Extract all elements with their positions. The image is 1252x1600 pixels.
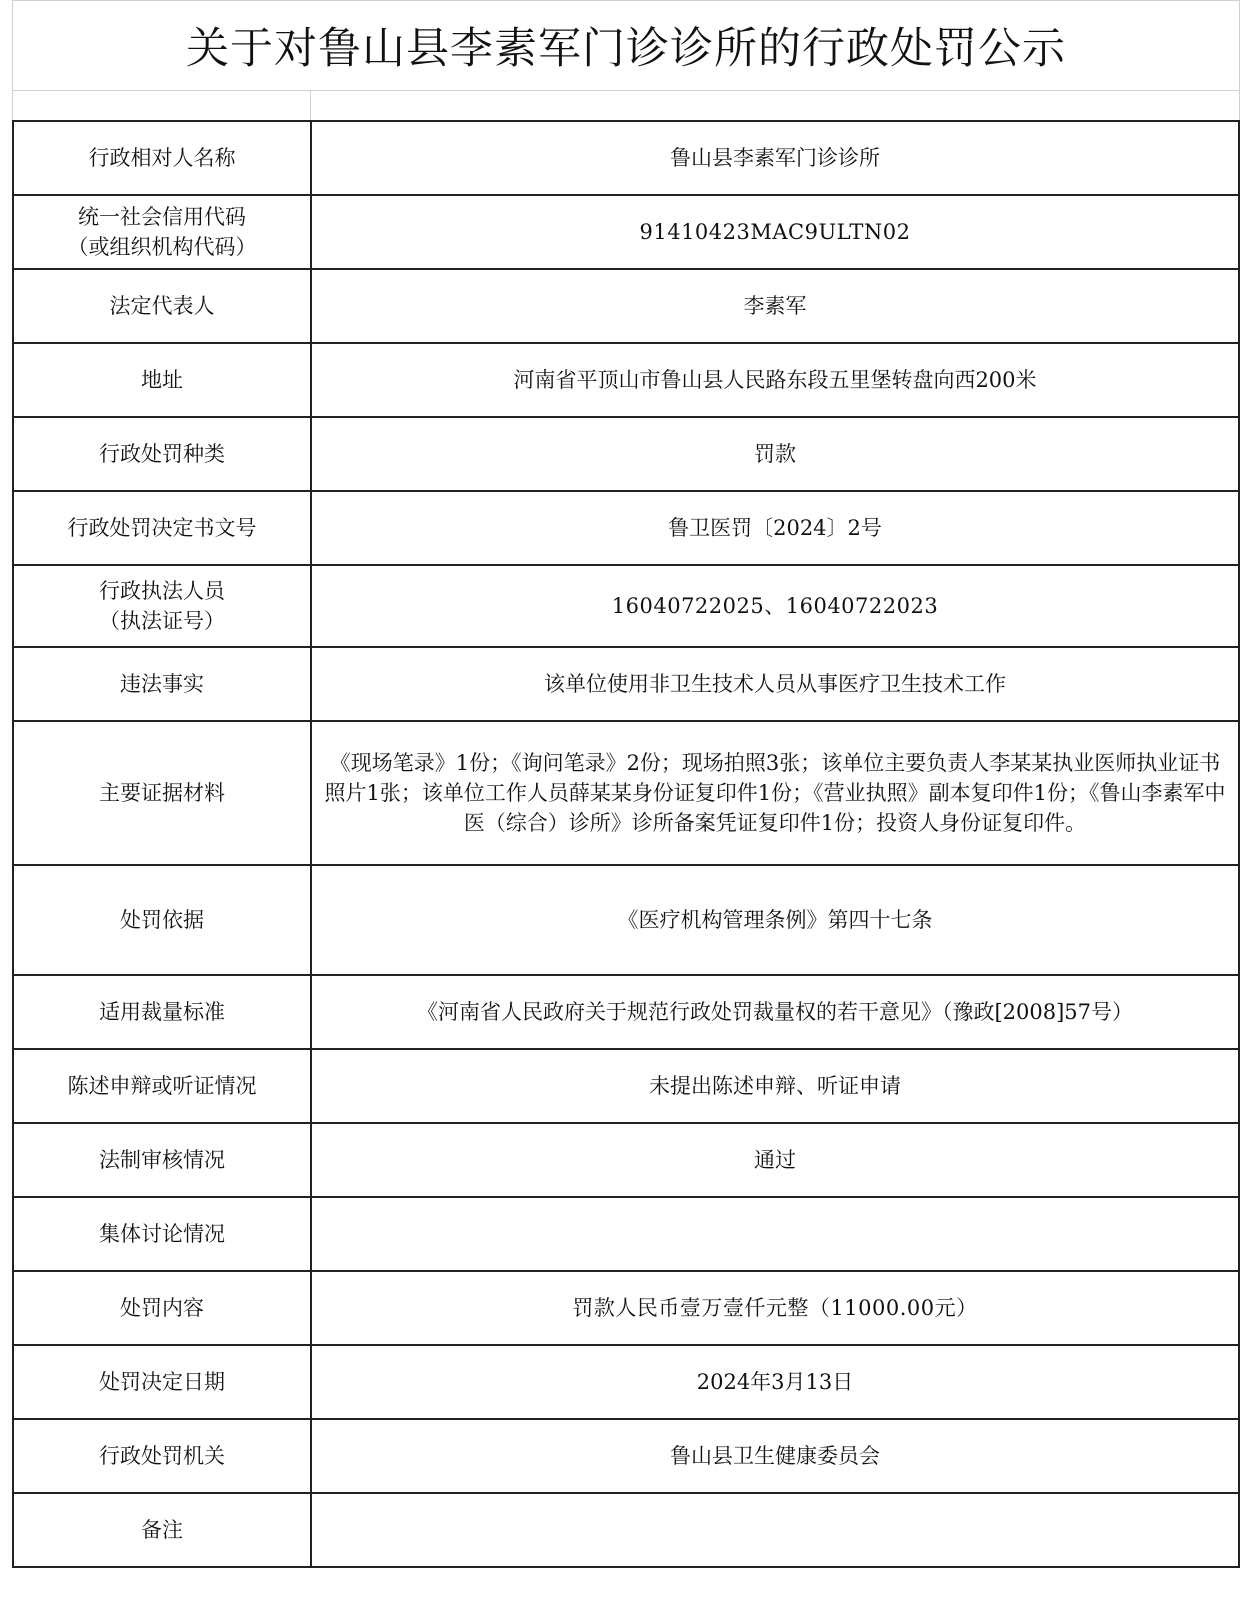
row-label: 地址 [13, 343, 311, 417]
spacer-row [12, 90, 1240, 120]
table-row [13, 647, 1239, 721]
table-row [13, 1271, 1239, 1345]
row-value: 该单位使用非卫生技术人员从事医疗卫生技术工作 [311, 647, 1239, 721]
row-label: 行政处罚种类 [13, 417, 311, 491]
row-value: 通过 [311, 1123, 1239, 1197]
table-row [13, 343, 1239, 417]
row-label: 集体讨论情况 [13, 1197, 311, 1271]
table-row [13, 1345, 1239, 1419]
row-label: 行政处罚决定书文号 [13, 491, 311, 565]
row-value: 鲁山县李素军门诊诊所 [311, 121, 1239, 195]
table-row [13, 1049, 1239, 1123]
row-value: 2024年3月13日 [311, 1345, 1239, 1419]
row-value: 罚款人民币壹万壹仟元整（11000.00元） [311, 1271, 1239, 1345]
row-label: 适用裁量标准 [13, 975, 311, 1049]
table-row [13, 721, 1239, 865]
table-row [13, 565, 1239, 647]
table-row [13, 1197, 1239, 1271]
row-value: 罚款 [311, 417, 1239, 491]
row-label: 法定代表人 [13, 269, 311, 343]
row-value: 河南省平顶山市鲁山县人民路东段五里堡转盘向西200米 [311, 343, 1239, 417]
table-row [13, 195, 1239, 269]
row-label: 统一社会信用代码 （或组织机构代码） [13, 195, 311, 269]
table-row [13, 1493, 1239, 1567]
row-value [311, 1197, 1239, 1271]
table-row [13, 865, 1239, 975]
row-label: 处罚内容 [13, 1271, 311, 1345]
table-row [13, 121, 1239, 195]
row-value: 《现场笔录》1份；《询问笔录》2份；现场拍照3张；该单位主要负责人李某某执业医师执业证书照片1张；该单位工作人员薛某某身份证复印件1份；《营业执照》副本复印件1份；《鲁山李素军中医（综合）诊所》诊所备案凭证复印件1份；投资人身份证复印件。 [311, 721, 1239, 865]
row-label: 陈述申辩或听证情况 [13, 1049, 311, 1123]
table-row [13, 417, 1239, 491]
row-value: 李素军 [311, 269, 1239, 343]
row-value: 91410423MAC9ULTN02 [311, 195, 1239, 269]
table-row [13, 1123, 1239, 1197]
row-label: 法制审核情况 [13, 1123, 311, 1197]
table-row [13, 1419, 1239, 1493]
table-row [13, 491, 1239, 565]
row-label: 行政处罚机关 [13, 1419, 311, 1493]
table-row [13, 269, 1239, 343]
row-value: 鲁卫医罚〔2024〕2号 [311, 491, 1239, 565]
row-value: 《医疗机构管理条例》第四十七条 [311, 865, 1239, 975]
row-value: 未提出陈述申辩、听证申请 [311, 1049, 1239, 1123]
row-label: 处罚决定日期 [13, 1345, 311, 1419]
penalty-table [12, 120, 1240, 1568]
row-value: 16040722025、16040722023 [311, 565, 1239, 647]
page-title: 关于对鲁山县李素军门诊诊所的行政处罚公示 [186, 24, 1066, 74]
row-label: 主要证据材料 [13, 721, 311, 865]
row-label: 行政执法人员 （执法证号） [13, 565, 311, 647]
row-label: 处罚依据 [13, 865, 311, 975]
row-value: 《河南省人民政府关于规范行政处罚裁量权的若干意见》（豫政[2008]57号） [311, 975, 1239, 1049]
spacer-cell [13, 91, 311, 120]
title-row [12, 0, 1240, 90]
row-label: 备注 [13, 1493, 311, 1567]
document-sheet [12, 0, 1240, 1568]
table-row [13, 975, 1239, 1049]
row-value: 鲁山县卫生健康委员会 [311, 1419, 1239, 1493]
row-label: 违法事实 [13, 647, 311, 721]
row-label: 行政相对人名称 [13, 121, 311, 195]
row-value [311, 1493, 1239, 1567]
